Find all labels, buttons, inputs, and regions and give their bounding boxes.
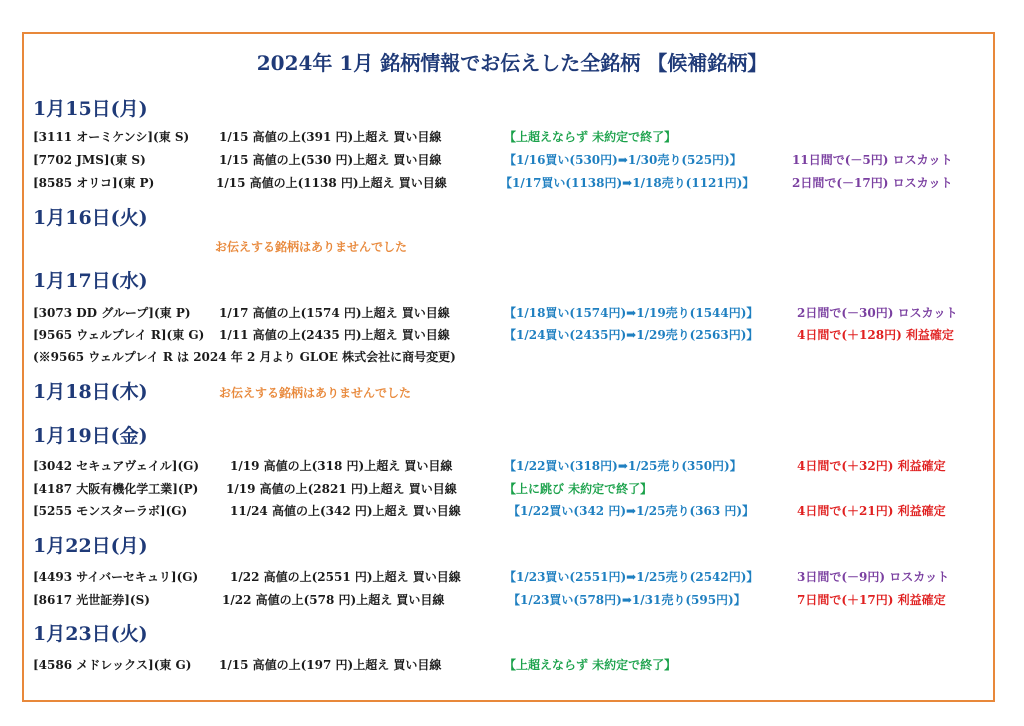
- signal-text: 1/15 高値の上(1138 円)上超え 買い目線: [216, 176, 447, 190]
- stock-row: [0, 591, 1024, 611]
- signal-text: 11/24 高値の上(342 円)上超え 買い目線: [230, 504, 461, 518]
- stock-row: [0, 151, 1024, 171]
- outcome-text: 4日間で(＋128円) 利益確定: [797, 328, 954, 342]
- stock-name: [3111 オーミケンシ](東 S): [33, 130, 190, 144]
- stock-row: [0, 568, 1024, 588]
- outcome-text: 3日間で(－9円) ロスカット: [797, 570, 950, 584]
- result-text: 【1/16買い(530円)➡1/30売り(525円)】: [504, 153, 742, 167]
- signal-text: 1/11 高値の上(2435 円)上超え 買い目線: [219, 328, 450, 342]
- result-text: 【1/22買い(318円)➡1/25売り(350円)】: [504, 459, 742, 473]
- stock-row: [0, 457, 1024, 477]
- signal-text: 1/22 高値の上(2551 円)上超え 買い目線: [230, 570, 461, 584]
- page-title: 2024年 1月 銘柄情報でお伝えした全銘柄 【候補銘柄】: [256, 51, 768, 75]
- outcome-text: 4日間で(＋32円) 利益確定: [797, 459, 946, 473]
- result-text: 【上超えならず 未約定で終了】: [504, 130, 677, 144]
- stock-name: [5255 モンスターラボ](G): [33, 504, 188, 518]
- result-text: 【1/17買い(1138円)➡1/18売り(1121円)】: [500, 176, 755, 190]
- stock-name: [9565 ウェルプレイ R](東 G): [33, 328, 205, 342]
- result-text: 【上超えならず 未約定で終了】: [504, 658, 677, 672]
- stock-name: [3073 DD グループ](東 P): [33, 306, 191, 320]
- result-text: 【1/22買い(342 円)➡1/25売り(363 円)】: [508, 504, 755, 518]
- outcome-text: 7日間で(＋17円) 利益確定: [797, 593, 946, 607]
- outcome-text: 2日間で(－17円) ロスカット: [792, 176, 953, 190]
- signal-text: 1/22 高値の上(578 円)上超え 買い目線: [222, 593, 445, 607]
- stock-row: [0, 304, 1024, 324]
- signal-text: 1/17 高値の上(1574 円)上超え 買い目線: [219, 306, 450, 320]
- result-text: 【上に跳び 未約定で終了】: [504, 482, 653, 496]
- stock-name: [8617 光世証券](S): [33, 593, 150, 607]
- signal-text: 1/15 高値の上(391 円)上超え 買い目線: [219, 130, 442, 144]
- signal-text: 1/15 高値の上(530 円)上超え 買い目線: [219, 153, 442, 167]
- result-text: 【1/23買い(2551円)➡1/25売り(2542円)】: [504, 570, 759, 584]
- date-heading: 1月18日(木): [33, 381, 148, 403]
- result-text: 【1/24買い(2435円)➡1/29売り(2563円)】: [504, 328, 759, 342]
- date-heading: 1月17日(水): [33, 270, 148, 292]
- outcome-text: 11日間で(－5円) ロスカット: [792, 153, 953, 167]
- stock-row: [0, 656, 1024, 676]
- stock-name: [8585 オリコ](東 P): [33, 176, 155, 190]
- date-heading: 1月23日(火): [33, 623, 148, 645]
- result-text: 【1/18買い(1574円)➡1/19売り(1544円)】: [504, 306, 759, 320]
- stock-row: [0, 326, 1024, 346]
- outcome-text: 4日間で(＋21円) 利益確定: [797, 504, 946, 518]
- signal-text: 1/19 高値の上(318 円)上超え 買い目線: [230, 459, 453, 473]
- stock-row: [0, 480, 1024, 500]
- stock-row: [0, 174, 1024, 194]
- rename-note: (※9565 ウェルプレイ R は 2024 年 2 月より GLOE 株式会社に商号変更): [33, 350, 456, 364]
- stock-name: [4187 大阪有機化学工業](P): [33, 482, 199, 496]
- stock-name: [4493 サイバーセキュリ](G): [33, 570, 199, 584]
- signal-text: 1/19 高値の上(2821 円)上超え 買い目線: [226, 482, 457, 496]
- date-heading: 1月22日(月): [33, 535, 148, 557]
- date-heading: 1月16日(火): [33, 207, 148, 229]
- result-text: 【1/23買い(578円)➡1/31売り(595円)】: [508, 593, 746, 607]
- no-stock-notice: お伝えする銘柄はありませんでした: [215, 240, 408, 254]
- date-heading: 1月15日(月): [33, 98, 148, 120]
- stock-name: [4586 メドレックス](東 G): [33, 658, 192, 672]
- date-heading: 1月19日(金): [33, 425, 148, 447]
- stock-row: [0, 502, 1024, 522]
- stock-name: [3042 セキュアヴェイル](G): [33, 459, 200, 473]
- no-stock-notice: お伝えする銘柄はありませんでした: [219, 386, 412, 400]
- stock-name: [7702 JMS](東 S): [33, 153, 146, 167]
- signal-text: 1/15 高値の上(197 円)上超え 買い目線: [219, 658, 442, 672]
- outcome-text: 2日間で(－30円) ロスカット: [797, 306, 958, 320]
- stock-row: [0, 128, 1024, 148]
